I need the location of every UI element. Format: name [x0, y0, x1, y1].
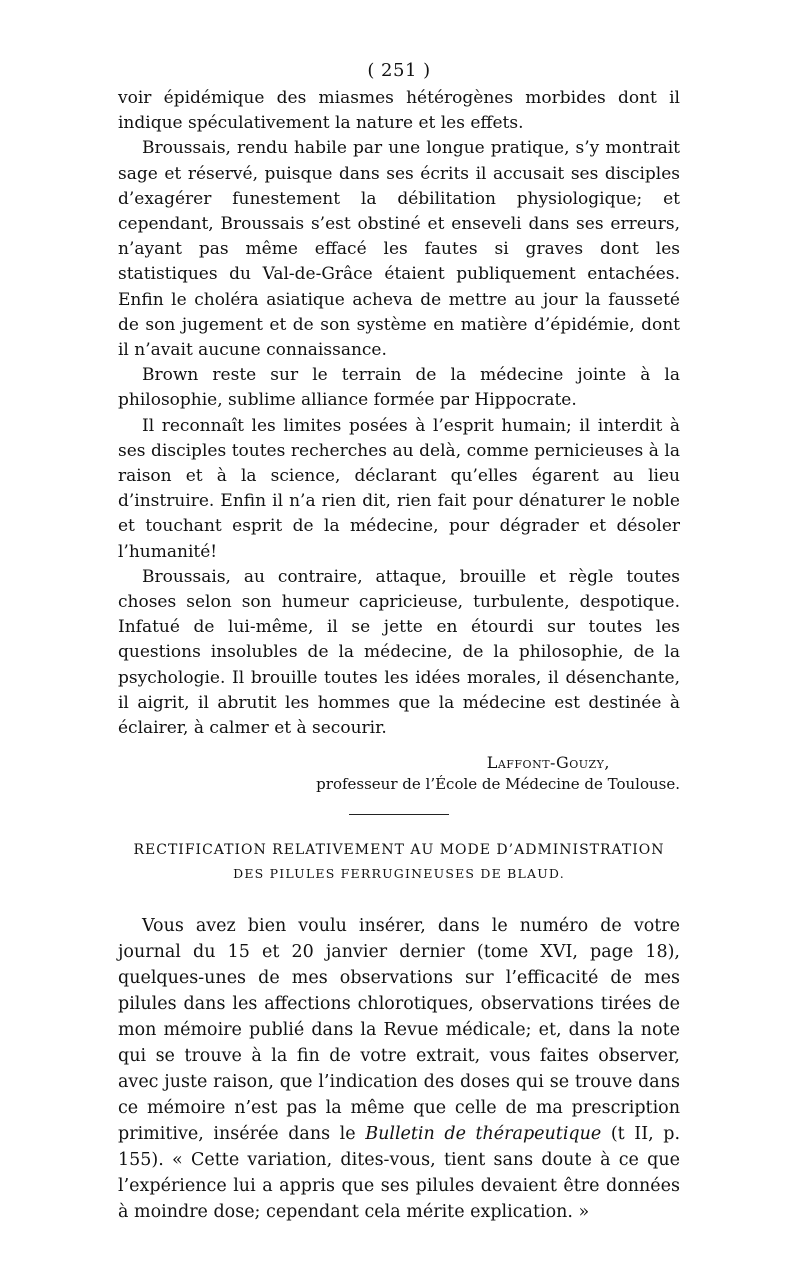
- journal-title-italic: Bulletin de thérapeutique: [365, 1124, 602, 1145]
- letter-paragraph: [118, 913, 680, 1225]
- letter-text-part1: Vous avez bien voulu insérer, dans le numéro de votre journal du 15 et 20 janvier dernier (tome XVI, page 18), quelques-unes de mes observations sur l’efficacité de mes pilules dans les affections chlorotiques, observations tirées de mon mémoire publié dans la Revue médicale; et, dans la note qui se trouve à la fin de votre extrait, vous faites observer, avec juste raison, que l’indication des doses qui se trouve dans ce mémoire n’est pas la même que celle de ma prescription primitive, insérée dans le: [118, 916, 680, 1145]
- signature-role: professeur de l’École de Médecine de Toulouse.: [316, 775, 680, 794]
- section-heading-subline: DES PILULES FERRUGINEUSES DE BLAUD.: [233, 866, 565, 882]
- paragraph-4: Il reconnaît les limites posées à l’esprit humain; il interdit à ses disciples toutes recherches au delà, comme pernicieuses à la raison et à la science, déclarant qu’elles égarent au lieu d’instruire. Enfin il n’a rien dit, rien fait pour dénaturer le noble et touchant esprit de la médecine, pour dégrader et désoler l’humanité!: [118, 415, 680, 562]
- paragraph-5: Broussais, au contraire, attaque, brouille et règle toutes choses selon son humeur capricieuse, turbulente, despotique. Infatué de lui-même, il se jette en étourdi sur toutes les questions insolubles de la médecine, de la philosophie, de la psychologie. Il brouille toutes les idées morales, il désenchante, il aigrit, il abrutit les hommes que la médecine est destinée à éclairer, à calmer et à secourir.: [118, 566, 680, 739]
- paragraph-3: Brown reste sur le terrain de la médecine jointe à la philosophie, sublime alliance formée par Hippocrate.: [118, 365, 680, 411]
- page-number: ( 251 ): [367, 60, 431, 81]
- section-heading: RECTIFICATION RELATIVEMENT AU MODE D’ADMINISTRATION: [133, 842, 665, 859]
- paragraph-1: voir épidémique des miasmes hétérogènes morbides dont il indique spéculativement la nature et les effets.: [118, 88, 680, 134]
- letter-text-part2: (t II, p. 155). « Cette variation, dites-vous, tient sans doute à ce que l’expérience lui a appris que ses pilules devaient être données à moindre dose; cependant cela mérite explication. »: [118, 1124, 681, 1223]
- paragraph-2: Broussais, rendu habile par une longue pratique, s’y montrait sage et réservé, puisque dans ses écrits il accusait ses disciples d’exagérer funestement la débilitation physiologique; et cependant, Broussais s’est obstiné et enseveli dans ses erreurs, n’ayant pas même effacé les fautes si graves dont les statistiques du Val-de-Grâce étaient publiquement entachées. Enfin le choléra asiatique acheva de mettre au jour la fausseté de son jugement et de son système en matière d’épidémie, dont il n’avait aucune connaissance.: [118, 138, 680, 361]
- section-divider: [349, 814, 449, 815]
- signature-name: Laffont-Gouzy,: [486, 753, 610, 773]
- document-page: [118, 58, 680, 1225]
